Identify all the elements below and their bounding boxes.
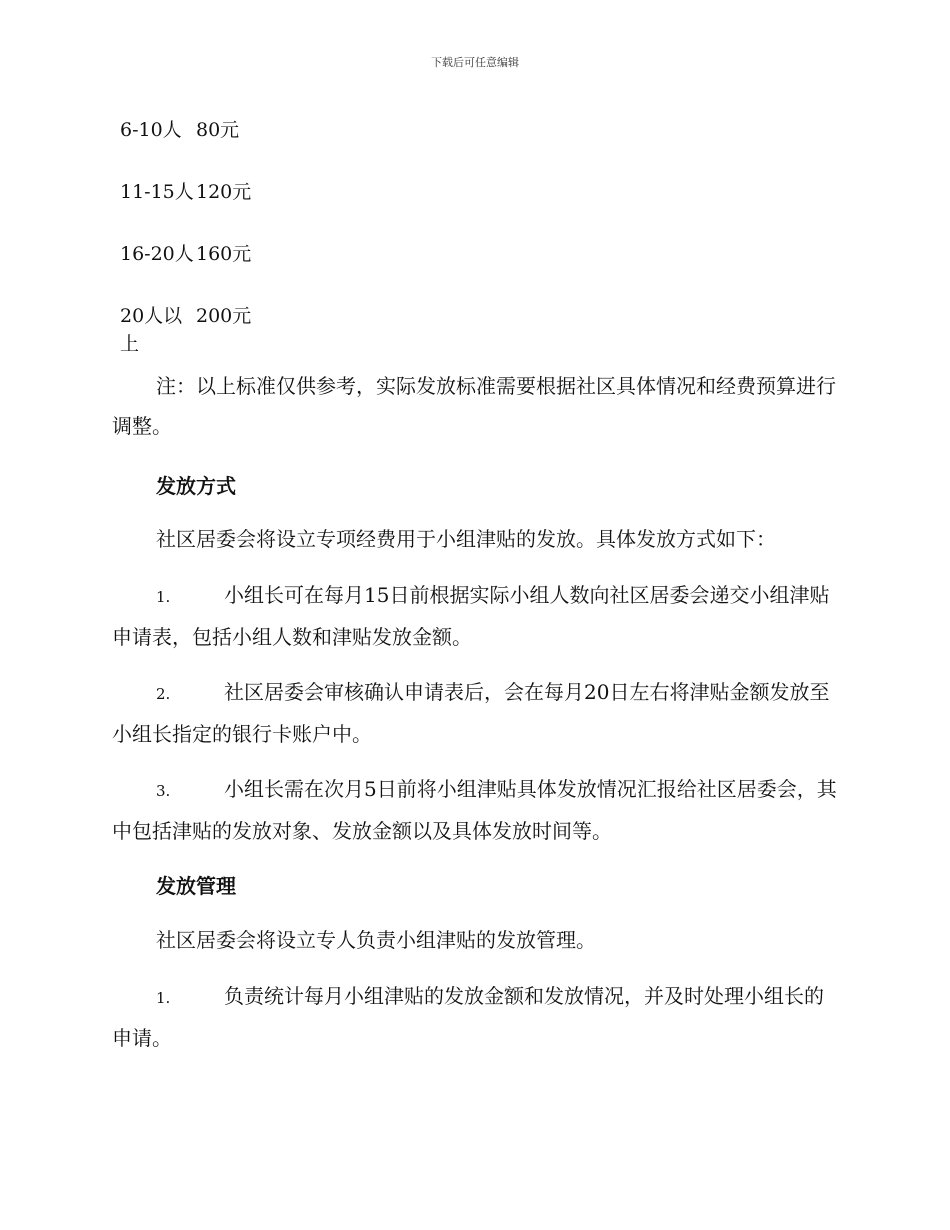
- fee-row: [120, 302, 251, 364]
- fee-range: 20人以上: [120, 305, 183, 355]
- list-number: 1.: [156, 989, 171, 1007]
- fee-amount: 160元: [196, 243, 252, 265]
- fee-range: 11-15人: [120, 181, 194, 203]
- fee-row: [120, 116, 251, 178]
- fee-amount: 120元: [196, 181, 252, 203]
- fee-row: [120, 240, 251, 302]
- list-number: 3.: [156, 782, 171, 800]
- method-list-item: [112, 575, 837, 657]
- fee-amount: 80元: [196, 119, 240, 141]
- list-item-text: 小组长可在每月15日前根据实际小组人数向社区居委会递交小组津贴申请表，包括小组人数和津贴发放金额。: [112, 583, 830, 649]
- list-item-text: 负责统计每月小组津贴的发放金额和发放情况，并及时处理小组长的申请。: [112, 984, 824, 1050]
- list-item-text: 社区居委会审核确认申请表后，会在每月20日左右将津贴金额发放至小组长指定的银行卡账户中。: [112, 680, 830, 746]
- section-heading-management: 发放管理: [156, 874, 236, 898]
- method-intro: 社区居委会将设立专项经费用于小组津贴的发放。具体发放方式如下：: [156, 527, 776, 551]
- method-list-item: [112, 672, 837, 754]
- list-number: 2.: [156, 685, 171, 703]
- fee-table: [120, 116, 251, 364]
- management-intro: 社区居委会将设立专人负责小组津贴的发放管理。: [156, 928, 596, 952]
- fee-amount: 200元: [196, 305, 252, 327]
- management-list-item: [112, 976, 837, 1058]
- note-paragraph: 注：以上标准仅供参考，实际发放标准需要根据社区具体情况和经费预算进行调整。: [112, 374, 836, 438]
- method-list-item: [112, 769, 837, 851]
- section-heading-method: 发放方式: [156, 474, 236, 498]
- list-item-text: 小组长需在次月5日前将小组津贴具体发放情况汇报给社区居委会，其中包括津贴的发放对象、发放金额以及具体发放时间等。: [112, 777, 837, 843]
- list-number: 1.: [156, 588, 171, 606]
- page-header: 下载后可任意编辑: [431, 56, 519, 69]
- fee-row: [120, 178, 251, 240]
- fee-range: 16-20人: [120, 243, 194, 265]
- fee-range: 6-10人: [120, 119, 182, 141]
